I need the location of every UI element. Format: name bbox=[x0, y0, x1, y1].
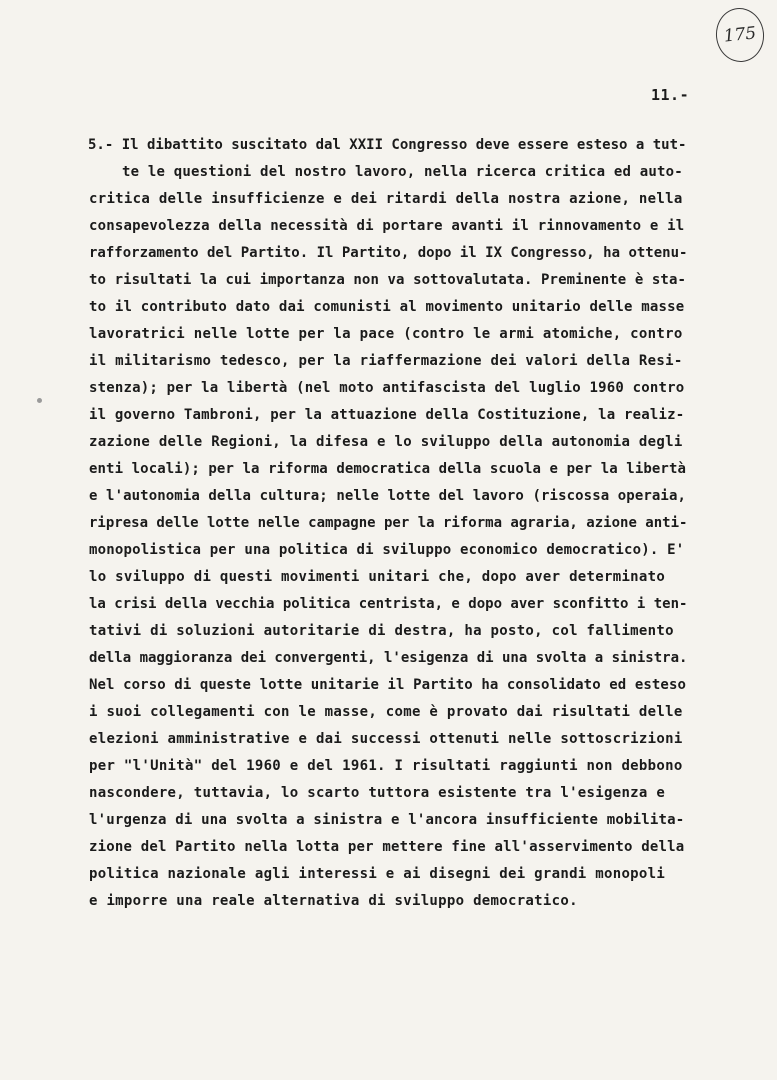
text-line: rafforzamento del Partito. Il Partito, dopo il IX Congresso, ha ottenu- bbox=[89, 245, 688, 261]
text-line: tativi di soluzioni autoritarie di destra, ha posto, col fallimento bbox=[89, 623, 674, 639]
text-line: zazione delle Regioni, la difesa e lo sviluppo della autonomia degli bbox=[89, 434, 683, 450]
text-line: critica delle insufficienze e dei ritardi della nostra azione, nella bbox=[89, 191, 683, 207]
text-line: monopolistica per una politica di sviluppo economico democratico). E' bbox=[89, 542, 685, 558]
text-line: e imporre una reale alternativa di sviluppo democratico. bbox=[89, 893, 578, 909]
text-line: il governo Tambroni, per la attuazione della Costituzione, la realiz- bbox=[89, 407, 685, 423]
archive-stamp-number: 175 bbox=[722, 23, 758, 47]
text-line: e l'autonomia della cultura; nelle lotte del lavoro (riscossa operaia, bbox=[89, 488, 687, 504]
text-line: zione del Partito nella lotta per mettere fine all'asservimento della bbox=[89, 839, 685, 855]
text-line: lo sviluppo di questi movimenti unitari che, dopo aver determinato bbox=[89, 569, 666, 585]
text-line: elezioni amministrative e dai successi ottenuti nelle sottoscrizioni bbox=[89, 731, 683, 747]
text-line: to il contributo dato dai comunisti al movimento unitario delle masse bbox=[89, 299, 685, 315]
text-line: l'urgenza di una svolta a sinistra e l'ancora insufficiente mobilita- bbox=[89, 812, 685, 828]
text-line: stenza); per la libertà (nel moto antifascista del luglio 1960 contro bbox=[89, 380, 685, 396]
text-line: i suoi collegamenti con le masse, come è provato dai risultati delle bbox=[89, 704, 683, 720]
text-line: la crisi della vecchia politica centrista, e dopo aver sconfitto i ten- bbox=[89, 596, 688, 612]
text-line: il militarismo tedesco, per la riaffermazione dei valori della Resi- bbox=[89, 353, 683, 369]
text-line: enti locali); per la riforma democratica della scuola e per la libertà bbox=[89, 461, 687, 477]
text-line: nascondere, tuttavia, lo scarto tuttora esistente tra l'esigenza e bbox=[89, 785, 666, 801]
text-line: ripresa delle lotte nelle campagne per la riforma agraria, azione anti- bbox=[89, 515, 688, 531]
text-line: consapevolezza della necessità di portare avanti il rinnovamento e il bbox=[89, 218, 685, 234]
page-number: 11.- bbox=[651, 86, 690, 104]
text-line: 5.- Il dibattito suscitato dal XXII Congresso deve essere esteso a tut- bbox=[88, 137, 687, 153]
text-line: per "l'Unità" del 1960 e del 1961. I risultati raggiunti non debbono bbox=[89, 758, 683, 774]
text-line: te le questioni del nostro lavoro, nella ricerca critica ed auto- bbox=[122, 164, 683, 180]
text-line: to risultati la cui importanza non va sottovalutata. Preminente è sta- bbox=[89, 272, 687, 288]
text-line: politica nazionale agli interessi e ai disegni dei grandi monopoli bbox=[89, 866, 666, 882]
text-line: Nel corso di queste lotte unitarie il Partito ha consolidato ed esteso bbox=[89, 677, 687, 693]
text-line: della maggioranza dei convergenti, l'esigenza di una svolta a sinistra. bbox=[89, 650, 688, 666]
text-line: lavoratrici nelle lotte per la pace (contro le armi atomiche, contro bbox=[89, 326, 683, 342]
